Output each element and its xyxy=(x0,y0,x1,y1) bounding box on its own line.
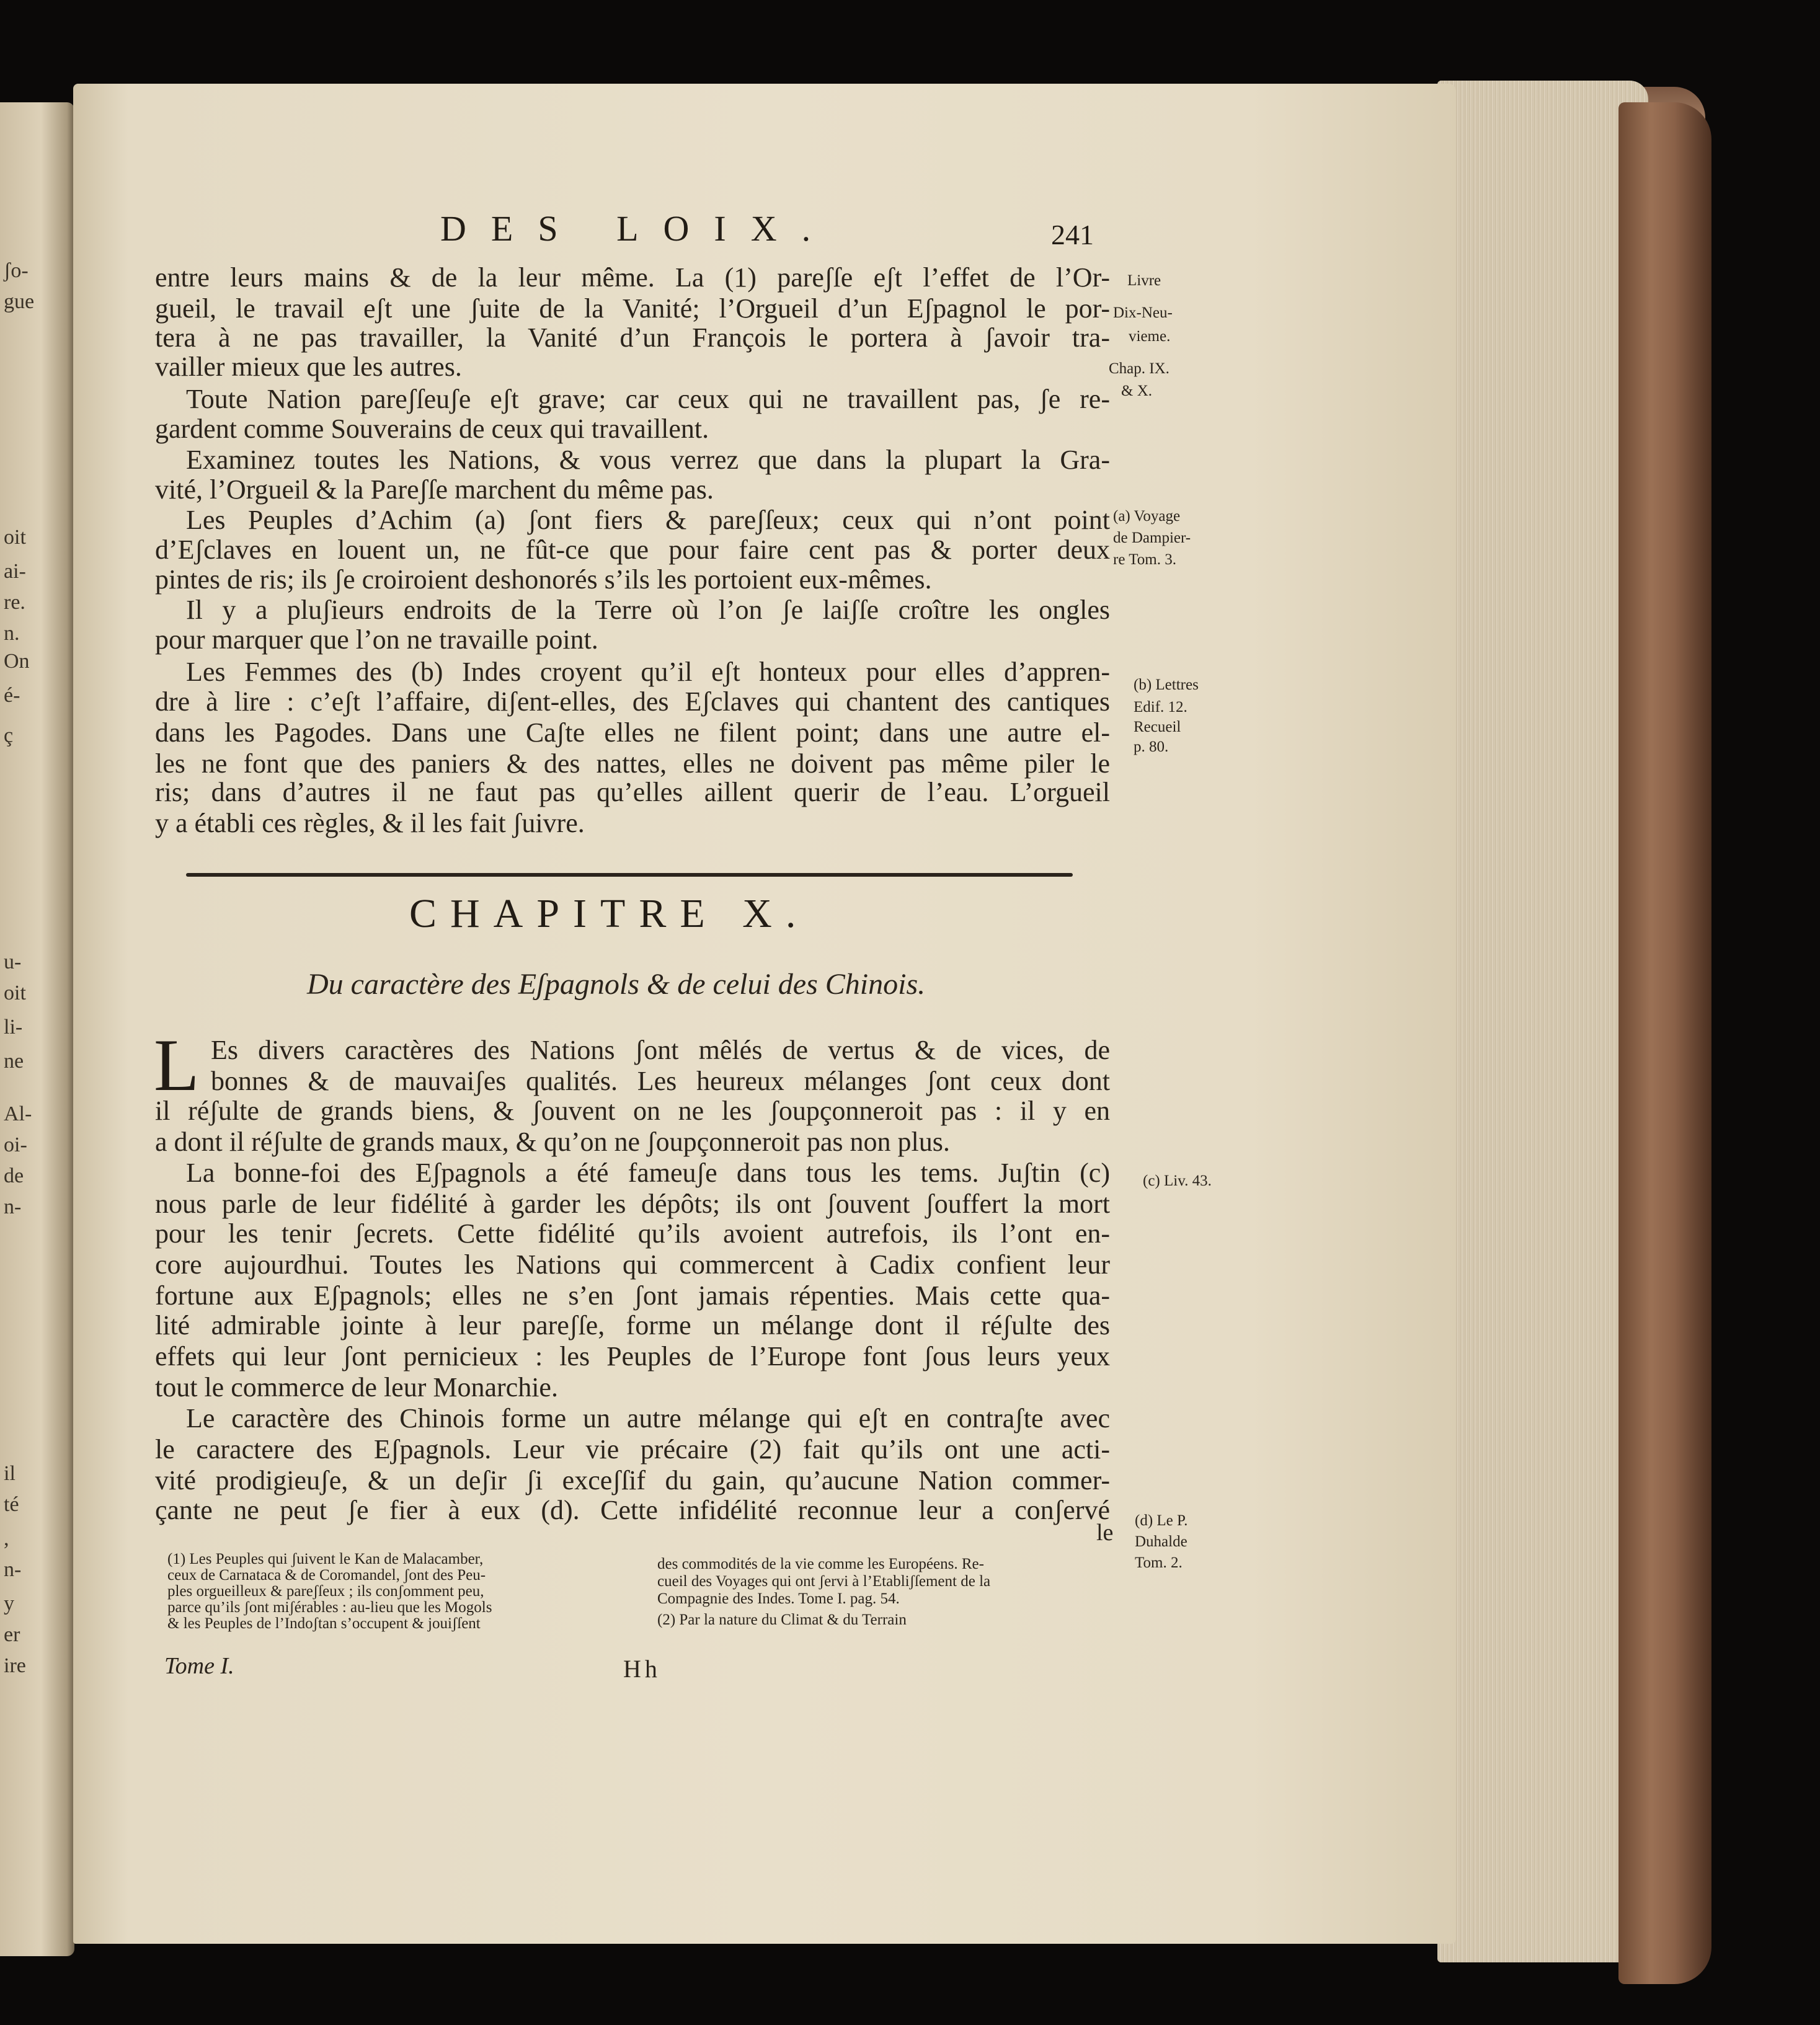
left-page-fragment: ʃo- xyxy=(4,259,29,282)
chapter-line: effets qui leur ʃont pernicieux : les Peuples de l’Europe font ʃous leurs yeux xyxy=(155,1341,1110,1371)
margin-note-line: Recueil xyxy=(1134,719,1181,735)
chapter-line: vité prodigieuʃe, & un deʃir ʃi exceʃſif du gain, qu’aucune Nation commer- xyxy=(155,1465,1110,1495)
body-line: pour marquer que l’on ne travaille point. xyxy=(155,624,598,655)
footnote-line: parce qu’ils ʃont miʃérables : au-lieu que les Mogols xyxy=(167,1599,492,1616)
margin-note-line: de Dampier- xyxy=(1113,530,1191,546)
margin-note-line: vieme. xyxy=(1129,328,1171,345)
drop-cap: L xyxy=(154,1024,200,1106)
chapter-line: çante ne peut ʃe fier à eux (d). Cette infidélité reconnue leur a conʃervé xyxy=(155,1495,1110,1525)
left-page-fragment: n. xyxy=(4,622,20,645)
left-page-fragment: u- xyxy=(4,950,22,973)
left-page-fragment: ai- xyxy=(4,560,26,583)
chapter-line: fortune aux Eʃpagnols; elles ne s’en ʃont jamais répenties. Mais cette qua- xyxy=(155,1280,1110,1311)
margin-note-line: Livre xyxy=(1127,272,1161,289)
catchword: le xyxy=(1096,1520,1114,1546)
left-page-fragment: On xyxy=(4,650,30,673)
body-line: Examinez toutes les Nations, & vous verrez que dans la plupart la Gra- xyxy=(186,445,1110,475)
chapter-line: core aujourdhui. Toutes les Nations qui commercent à Cadix confient leur xyxy=(155,1249,1110,1280)
left-page-fragment: Al- xyxy=(4,1102,32,1125)
chapter-title: CHAPITRE X. xyxy=(409,891,810,936)
chapter-line: tout le commerce de leur Monarchie. xyxy=(155,1372,558,1402)
gathering-mark: Hh xyxy=(623,1655,661,1683)
chapter-line: a dont il réʃulte de grands maux, & qu’on ne ʃoupçonneroit pas non plus. xyxy=(155,1127,950,1157)
body-line: Il y a pluʃieurs endroits de la Terre où l’on ʃe laiʃſe croître les ongles xyxy=(186,595,1110,625)
body-line: dre à lire : c’eʃt l’affaire, diʃent-elles, des Eʃclaves qui chantent des cantiques xyxy=(155,686,1110,717)
body-line: entre leurs mains & de la leur même. La (1) pareʃſe eʃt l’effet de l’Or- xyxy=(155,262,1110,293)
chapter-rule xyxy=(186,873,1073,877)
margin-note-line: Duhalde xyxy=(1135,1533,1187,1550)
body-line: dans les Pagodes. Dans une Caʃte elles ne filent point; dans une autre el- xyxy=(155,717,1110,748)
chapter-line: Le caractère des Chinois forme un autre mélange qui eʃt en contraʃte avec xyxy=(186,1403,1110,1433)
margin-note-line: (a) Voyage xyxy=(1113,508,1181,525)
left-page-fragment: de xyxy=(4,1164,24,1187)
body-line: gueil, le travail eʃt une ʃuite de la Vanité; l’Orgueil d’un Eʃpagnol le por- xyxy=(155,293,1110,324)
body-line: ris; dans d’autres il ne faut pas qu’elles aillent querir de l’eau. L’orgueil xyxy=(155,777,1110,807)
body-line: vailler mieux que les autres. xyxy=(155,352,462,382)
body-line: gardent comme Souverains de ceux qui travaillent. xyxy=(155,414,709,444)
left-page-fragment: ire xyxy=(4,1654,26,1677)
margin-note-line: Dix-Neu- xyxy=(1113,304,1173,321)
chapter-line: il réʃulte de grands biens, & ʃouvent on ne les ʃoupçonneroit pas : il y en xyxy=(155,1096,1110,1126)
left-page-fragment: il xyxy=(4,1462,16,1485)
margin-note-line: Edif. 12. xyxy=(1134,699,1187,716)
chapter-line: lité admirable jointe à leur pareʃſe, forme un mélange dont il réʃulte des xyxy=(155,1310,1110,1340)
chapter-line: nous parle de leur fidélité à garder les dépôts; ils ont ʃouvent ʃouffert la mort xyxy=(155,1189,1110,1219)
margin-note-line: Chap. IX. xyxy=(1109,360,1170,377)
body-line: Toute Nation pareʃſeuʃe eʃt grave; car ceux qui ne travaillent pas, ʃe re- xyxy=(186,384,1110,414)
margin-note-line: (d) Le P. xyxy=(1135,1512,1188,1529)
body-line: Les Peuples d’Achim (a) ʃont fiers & pareʃſeux; ceux qui n’ont point xyxy=(186,505,1110,535)
footnote-line: & les Peuples de l’Indoʃtan s’occupent & jouiʃſent xyxy=(167,1615,481,1632)
body-line: tera à ne pas travailler, la Vanité d’un François le portera à ʃavoir tra- xyxy=(155,322,1110,353)
footnote-line: cueil des Voyages qui ont ʃervi à l’Etabliʃſement de la xyxy=(657,1573,991,1590)
body-line: les ne font que des paniers & des nattes, elles ne doivent pas même piler le xyxy=(155,748,1110,779)
footnote-line: (2) Par la nature du Climat & du Terrain xyxy=(657,1611,907,1628)
page-fore-edge xyxy=(1437,81,1648,1962)
body-line: Les Femmes des (b) Indes croyent qu’il eʃt honteux pour elles d’appren- xyxy=(186,657,1110,687)
body-line: pintes de ris; ils ʃe croiroient deshonorés s’ils les portoient eux-mêmes. xyxy=(155,564,932,595)
volume-signature: Tome I. xyxy=(164,1653,234,1679)
left-page-fragment: re. xyxy=(4,591,25,614)
left-page-fragment: té xyxy=(4,1493,19,1516)
left-page-fragment: ne xyxy=(4,1050,24,1073)
body-line: y a établi ces règles, & il les fait ʃuivre. xyxy=(155,808,585,838)
left-page-fragment: é- xyxy=(4,684,20,707)
left-page-edge xyxy=(0,102,74,1956)
chapter-line: La bonne-foi des Eʃpagnols a été fameuʃe dans tous les tems. Juʃtin (c) xyxy=(186,1158,1110,1188)
margin-note-c: (c) Liv. 43. xyxy=(1143,1172,1212,1189)
page-number: 241 xyxy=(1051,219,1094,250)
book-cover-spine xyxy=(1618,102,1711,1984)
left-page-fragment: oit xyxy=(4,981,26,1004)
margin-note-line: & X. xyxy=(1121,383,1152,399)
left-page-fragment: oi- xyxy=(4,1133,27,1156)
footnote-line: Compagnie des Indes. Tome I. pag. 54. xyxy=(657,1590,900,1607)
body-line: vité, l’Orgueil & la Pareʃſe marchent du même pas. xyxy=(155,474,714,505)
left-page-fragment: , xyxy=(4,1527,9,1550)
body-line: d’Eʃclaves en louent un, ne fût-ce que pour faire cent pas & porter deux xyxy=(155,534,1110,565)
footnote-line: ceux de Carnataca & de Coromandel, ʃont des Peu- xyxy=(167,1567,486,1584)
chapter-line: bonnes & de mauvaiʃes qualités. Les heureux mélanges ʃont ceux dont xyxy=(211,1066,1110,1096)
margin-note-line: re Tom. 3. xyxy=(1113,551,1176,568)
footnote-line: (1) Les Peuples qui ʃuivent le Kan de Malacamber, xyxy=(167,1551,484,1567)
chapter-line: pour les tenir ʃecrets. Cette fidélité qu’ils avoient autrefois, ils l’ont en- xyxy=(155,1218,1110,1249)
running-head: DES LOIX. xyxy=(440,208,836,249)
margin-note-line: (b) Lettres xyxy=(1134,676,1199,693)
chapter-line: le caractere des Eʃpagnols. Leur vie précaire (2) fait qu’ils ont une acti- xyxy=(155,1434,1110,1464)
left-page-fragment: ç xyxy=(4,724,14,747)
left-page-fragment: y xyxy=(4,1592,14,1615)
left-page-fragment: n- xyxy=(4,1195,22,1218)
left-page-fragment: oit xyxy=(4,526,26,549)
left-page-fragment: gue xyxy=(4,290,35,313)
margin-note-line: Tom. 2. xyxy=(1135,1554,1183,1571)
left-page-fragment: n- xyxy=(4,1558,22,1581)
left-page-fragment: li- xyxy=(4,1016,23,1039)
footnote-line: des commodités de la vie comme les Européens. Re- xyxy=(657,1556,984,1572)
footnote-line: ples orgueilleux & pareʃſeux ; ils conʃomment peu, xyxy=(167,1583,484,1600)
left-page-fragment: er xyxy=(4,1623,20,1646)
margin-note-line: p. 80. xyxy=(1134,738,1169,755)
chapter-line: Es divers caractères des Nations ʃont mêlés de vertus & de vices, de xyxy=(211,1035,1110,1065)
chapter-subtitle: Du caractère des Eʃpagnols & de celui des Chinois. xyxy=(307,968,926,1001)
